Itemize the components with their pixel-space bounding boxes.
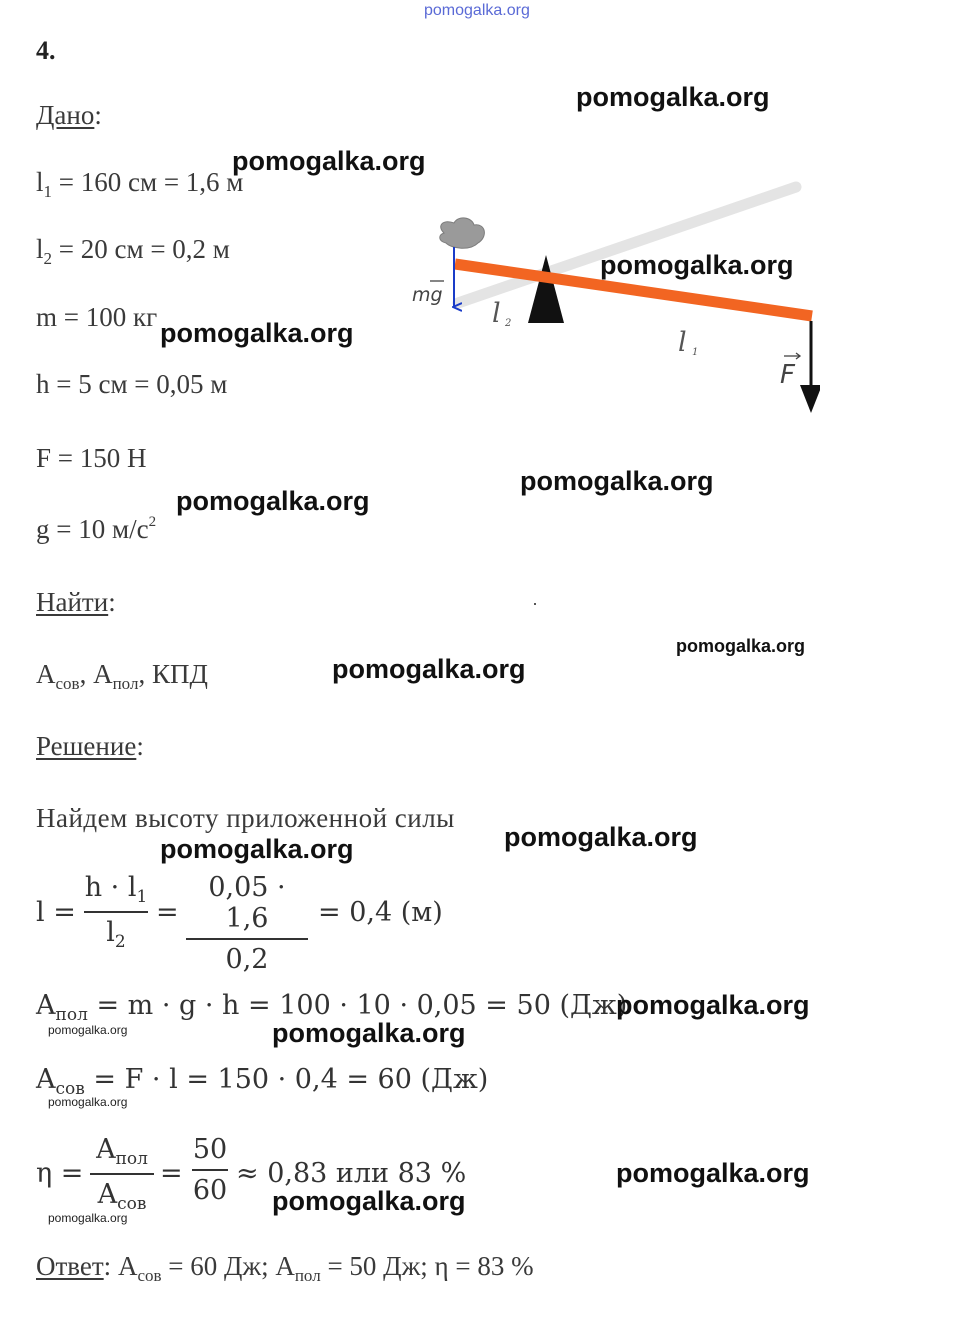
speck-dot [534,603,536,605]
answer-p2-sub: пол [294,1266,321,1285]
find-sep1: , [79,659,94,689]
l2-label-sub: 2 [505,318,512,329]
eq3-sym: A [36,1064,56,1095]
l2-label: l [492,298,501,329]
eq4-num1-sub: пол [115,1149,148,1169]
g-exponent: 2 [148,514,157,530]
watermark: pomogalka.org [616,990,810,1020]
eq1-den1-sub: 2 [114,932,126,952]
eq3 [36,1064,488,1099]
eq1-den1-text: l [106,917,115,948]
eq4-fraction-1 [90,1134,154,1214]
answer-p1-sub: сов [137,1266,162,1285]
eq1-num1-sub: 1 [136,887,148,907]
solution-colon: : [136,731,144,761]
problem-number: 4. [36,36,56,65]
l1-value: = 160 см = 1,6 м [52,167,244,197]
given-h: h = 5 см = 0,05 м [36,369,228,399]
fraction-bar [192,1169,228,1171]
solution-label: Решение [36,731,137,761]
eq1-num1 [84,872,148,907]
l1-subscript: 1 [43,182,53,201]
fraction-bar [84,911,148,913]
eq4-fraction-2 [192,1134,228,1206]
eq1-num1-text: h · l [84,872,137,903]
watermark: pomogalka.org [232,146,426,176]
answer-colon: : [103,1251,112,1281]
watermark: pomogalka.org [272,1018,466,1048]
find-label: Найти [36,587,109,617]
eq4-lhs: η = [36,1158,84,1189]
l1-label: l [678,327,687,358]
given-l1 [36,167,243,202]
watermark: pomogalka.org [332,654,526,684]
stone-load [440,218,485,248]
eq1-den1 [84,917,148,952]
applied-force-arrowhead [800,385,820,413]
l1-label-sub: 1 [692,347,699,358]
eq1-lhs: l = [36,897,76,928]
watermark: pomogalka.org [676,636,806,656]
fraction-bar [186,938,308,940]
eq4-den2: 60 [192,1175,228,1206]
watermark: pomogalka.org [176,486,370,516]
watermark: pomogalka.org [576,82,770,112]
watermark-small: pomogalka.org [48,1211,128,1225]
answer-p1: A [111,1251,138,1281]
watermark-small: pomogalka.org [48,1095,128,1109]
mg-label: mg [412,284,443,306]
given-label: Дано [36,100,95,130]
watermark: pomogalka.org [616,1158,810,1188]
eq1-fraction-2 [186,872,308,975]
F-label: F [780,360,795,390]
answer-p2-rest: = 50 Дж; η = 83 % [320,1251,534,1281]
eq4-den1-text: A [97,1179,118,1210]
eq4-equals: = [160,1158,183,1189]
eq4-num2: 50 [192,1134,228,1165]
l2-value: = 20 см = 0,2 м [52,234,230,264]
watermark: pomogalka.org [160,834,354,864]
solution-intro: Найдем высоту приложенной силы [36,803,455,833]
eq2-sym: A [36,990,56,1021]
watermark: pomogalka.org [504,822,698,852]
given-colon: : [94,100,102,130]
find-a2: A [93,659,113,689]
eq4-den1 [90,1179,154,1214]
eq4-den1-sub: сов [117,1194,147,1214]
given-heading [36,100,102,131]
lever-figure [400,175,820,420]
eq4-num1-text: A [96,1134,116,1165]
eq1-num2: 0,05 · 1,6 [208,872,286,934]
find-a1-sub: сов [55,674,80,693]
answer-label: Ответ [36,1251,104,1281]
g-value: g = 10 м/с [36,514,149,544]
watermark-small: pomogalka.org [48,1023,128,1037]
given-g [36,514,156,545]
l2-symbol: l [36,234,44,264]
eq1-fraction-1 [84,872,148,952]
answer-line [36,1251,534,1286]
eq2-sub: пол [55,1005,88,1025]
watermark: pomogalka.org [272,1186,466,1216]
find-sep2: , КПД [138,659,208,689]
eq1-equals: = [156,897,179,928]
fraction-bar [90,1173,154,1175]
watermark: pomogalka.org [600,250,794,280]
eq1-result: = 0,4 (м) [318,897,443,928]
eq3-sub: сов [55,1079,85,1099]
watermark: pomogalka.org [160,318,354,348]
given-F: F = 150 Н [36,443,147,473]
watermark: pomogalka.org [520,466,714,496]
eq4-result: ≈ 0,83 или 83 % [236,1158,467,1189]
eq1-den2: 0,2 [225,944,269,975]
l1-symbol: l [36,167,44,197]
given-l2 [36,234,230,269]
find-items [36,659,208,694]
top-watermark: pomogalka.org [424,2,530,19]
solution-heading [36,731,144,762]
l2-subscript: 2 [43,249,53,268]
find-heading [36,587,116,618]
eq2-rest: = m · g · h = 100 · 10 · 0,05 = 50 (Дж) [87,990,628,1021]
eq4-num1 [90,1134,154,1169]
find-a2-sub: пол [112,674,139,693]
eq3-rest: = F · l = 150 · 0,4 = 60 (Дж) [84,1064,489,1095]
find-colon: : [108,587,116,617]
given-m: m = 100 кг [36,302,158,332]
answer-p1-rest: = 60 Дж; A [161,1251,295,1281]
find-a1: A [36,659,56,689]
